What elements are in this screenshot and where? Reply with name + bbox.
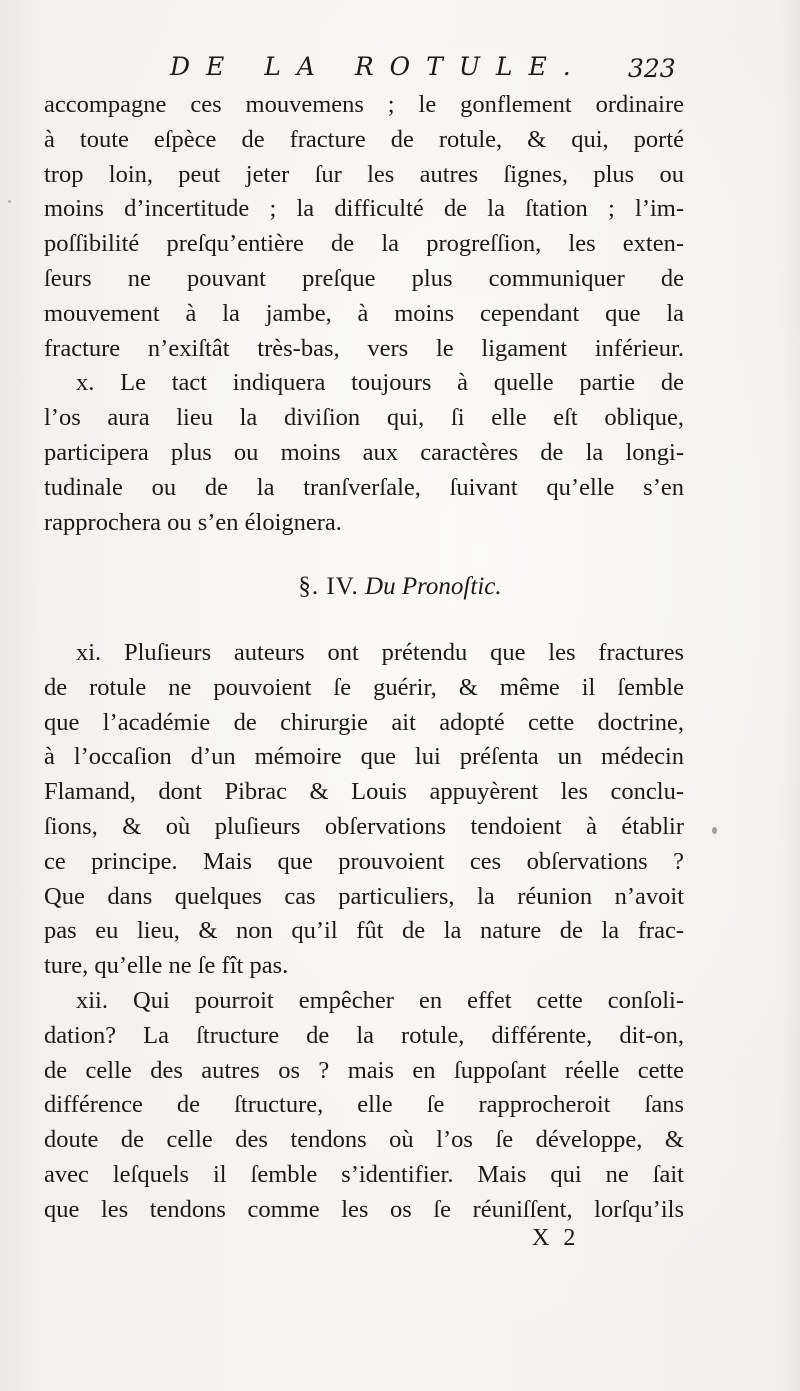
text-line: de celle des autres os ? mais en ſuppoſant réelle cette	[44, 1056, 684, 1084]
text-line: que l’académie de chirurgie ait adopté cette doctrine,	[44, 708, 684, 736]
text-line: avec leſquels il ſemble s’identifier. Mais qui ne ſait	[44, 1160, 684, 1188]
text-line: ce principe. Mais que prouvoient ces obſervations ?	[44, 847, 684, 875]
text-line: rapprochera ou s’en éloignera.	[44, 508, 342, 536]
text-line: poſſibilité preſqu’entière de la progreſſion, les exten-	[44, 230, 684, 258]
paragraph-3	[44, 636, 684, 984]
ink-speck	[712, 827, 717, 834]
page-number: 323	[628, 54, 676, 83]
text-line: à toute eſpèce de fracture de rotule, & qui, porté	[44, 125, 684, 153]
text-line: ture, qu’elle ne ſe fît pas.	[44, 952, 289, 980]
ink-speck	[8, 200, 11, 203]
text-line: l’os aura lieu la diviſion qui, ſi elle eſt oblique,	[44, 404, 684, 432]
section-number: §. IV.	[298, 573, 359, 600]
text-line: mouvement à la jambe, à moins cependant que la	[44, 299, 684, 327]
text-line: doute de celle des tendons où l’os ſe développe, &	[44, 1126, 684, 1154]
text-line: ſeurs ne pouvant preſque plus communiquer de	[44, 264, 684, 292]
text-line: Flamand, dont Pibrac & Louis appuyèrent les conclu-	[44, 778, 684, 806]
text-line: que les tendons comme les os ſe réuniſſent, lorſqu’ils	[44, 1195, 684, 1223]
running-title: DE LA ROTULE.	[170, 52, 587, 81]
text-line: trop loin, peut jeter ſur les autres ſignes, plus ou	[44, 160, 684, 188]
text-line: xii. Qui pourroit empêcher en effet cette conſoli-	[76, 986, 684, 1014]
text-line: participera plus ou moins aux caractères de la longi-	[44, 438, 684, 466]
text-line: de rotule ne pouvoient ſe guérir, & même il ſemble	[44, 673, 684, 701]
paragraph-2	[44, 366, 684, 540]
section-title: Du Pronoſtic.	[365, 573, 502, 600]
text-block-lower	[44, 636, 684, 1228]
text-line: ſions, & où pluſieurs obſervations tendoient à établir	[44, 812, 684, 840]
text-block-upper	[44, 88, 684, 540]
paragraph-4	[44, 984, 684, 1228]
text-line: xi. Pluſieurs auteurs ont prétendu que les fractures	[76, 639, 684, 666]
text-line: accompagne ces mouvemens ; le gonflement ordinaire	[44, 91, 684, 118]
text-line: Que dans quelques cas particuliers, la réunion n’avoit	[44, 882, 684, 910]
text-line: fracture n’exiſtât très-bas, vers le ligament inférieur.	[44, 334, 684, 362]
text-line: différence de ſtructure, elle ſe rapprocheroit ſans	[44, 1091, 684, 1119]
paragraph-1	[44, 88, 684, 366]
text-line: moins d’incertitude ; la difficulté de la ſtation ; l’im-	[44, 195, 684, 223]
text-line: x. Le tact indiquera toujours à quelle partie de	[76, 369, 684, 397]
text-line: à l’occaſion d’un mémoire que lui préſenta un médecin	[44, 743, 684, 771]
text-line: tudinale ou de la tranſverſale, ſuivant qu’elle s’en	[44, 473, 684, 501]
text-line: dation? La ſtructure de la rotule, différente, dit-on,	[44, 1021, 684, 1049]
text-line: pas eu lieu, & non qu’il fût de la nature de la frac-	[44, 917, 684, 945]
section-heading	[0, 573, 800, 601]
signature-mark: X 2	[532, 1225, 580, 1251]
